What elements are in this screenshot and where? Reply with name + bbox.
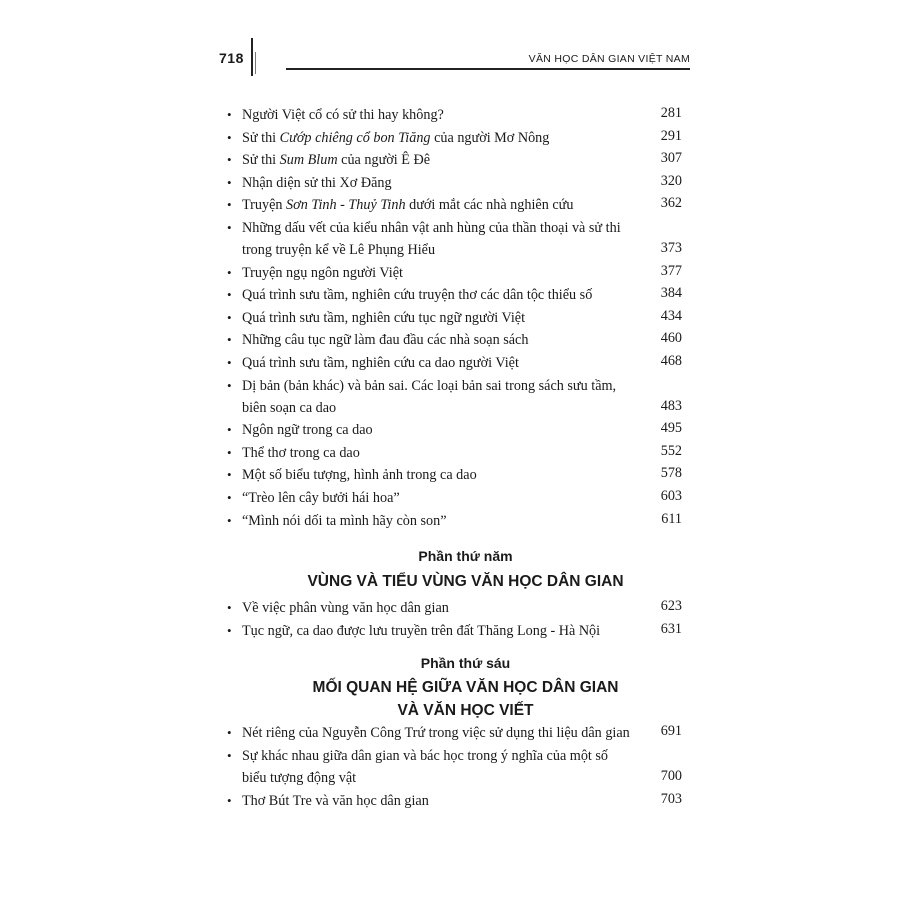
toc-entry-title: Một số biểu tượng, hình ảnh trong ca dao bbox=[242, 467, 477, 484]
toc-entry-title: Những dấu vết của kiểu nhân vật anh hùng của thần thoại và sử thi bbox=[242, 220, 621, 236]
bullet-icon: • bbox=[227, 152, 232, 168]
page-number: 718 bbox=[219, 50, 244, 66]
toc-entry-title: Truyện ngụ ngôn người Việt bbox=[242, 264, 403, 281]
toc-entry-title: Người Việt cổ có sử thi hay không? bbox=[242, 107, 444, 123]
toc-entry-title: biên soạn ca dao bbox=[242, 399, 337, 416]
toc-entry-title: Những câu tục ngữ làm đau đầu các nhà soạn sách bbox=[242, 332, 529, 349]
bullet-icon: • bbox=[227, 174, 232, 190]
toc-entry-page: 281 bbox=[660, 105, 682, 121]
bullet-icon: • bbox=[227, 623, 232, 638]
toc-entry-page: 320 bbox=[660, 172, 682, 189]
bullet-icon: • bbox=[227, 422, 232, 438]
toc-entry-title: Ngôn ngữ trong ca dao bbox=[242, 422, 373, 439]
toc-entry-title: Sự khác nhau giữa dân gian và bác học trong ý nghĩa của một số bbox=[242, 748, 609, 764]
toc-entry-page: 384 bbox=[660, 285, 682, 302]
toc-entry-page: 623 bbox=[660, 598, 682, 614]
bullet-icon: • bbox=[227, 197, 232, 213]
part6-title-line2: VÀ VĂN HỌC VIẾT bbox=[397, 702, 534, 719]
part5-title: VÙNG VÀ TIỂU VÙNG VĂN HỌC DÂN GIAN bbox=[307, 573, 624, 590]
toc-entry-title: “Mình nói dối ta mình hãy còn son” bbox=[242, 512, 447, 529]
bullet-icon: • bbox=[227, 287, 232, 303]
bullet-icon: • bbox=[227, 309, 232, 325]
part6-title-line1: MỐI QUAN HỆ GIỮA VĂN HỌC DÂN GIAN bbox=[312, 679, 619, 696]
toc-entry-page: 603 bbox=[660, 488, 682, 504]
bullet-icon: • bbox=[227, 107, 232, 122]
toc-entry-page: 373 bbox=[660, 240, 682, 256]
bullet-icon: • bbox=[227, 220, 232, 235]
toc-entry-title: Truyện Sơn Tinh - Thuỷ Tinh dưới mắt các nhà nghiên cứu bbox=[242, 197, 574, 214]
toc-entry-page: 307 bbox=[660, 150, 682, 167]
bullet-icon: • bbox=[227, 355, 232, 370]
header-rule bbox=[286, 68, 690, 70]
toc-entry-page: 495 bbox=[660, 420, 682, 437]
toc-entry-page: 434 bbox=[660, 307, 682, 324]
header-divider-line bbox=[251, 38, 253, 76]
toc-entry-page: 552 bbox=[660, 442, 682, 459]
toc-entry-title: Thơ Bút Tre và văn học dân gian bbox=[242, 793, 429, 809]
toc-entry-title: Quá trình sưu tầm, nghiên cứu truyện thơ các dân tộc thiểu số bbox=[242, 287, 593, 304]
bullet-icon: • bbox=[227, 264, 232, 280]
bullet-icon: • bbox=[227, 467, 232, 483]
bullet-icon: • bbox=[227, 444, 232, 460]
bullet-icon: • bbox=[227, 332, 232, 348]
bullet-icon: • bbox=[227, 748, 232, 763]
toc-entry-page: 460 bbox=[660, 330, 682, 347]
toc-entry-title: Nét riêng của Nguyễn Công Trứ trong việc sử dụng thi liệu dân gian bbox=[242, 725, 630, 741]
bullet-icon: • bbox=[227, 793, 232, 808]
toc-entry-title: Tục ngữ, ca dao được lưu truyền trên đất Thăng Long - Hà Nội bbox=[242, 623, 601, 639]
bullet-icon: • bbox=[227, 377, 232, 393]
toc-entry-title: Dị bản (bản khác) và bản sai. Các loại bản sai trong sách sưu tầm, bbox=[242, 377, 617, 394]
toc-entry-page: 691 bbox=[660, 723, 682, 739]
bullet-icon: • bbox=[227, 490, 232, 505]
toc-entry-title: Về việc phân vùng văn học dân gian bbox=[242, 600, 449, 616]
toc-entry-title: trong truyện kể về Lê Phụng Hiểu bbox=[242, 242, 436, 258]
toc-entry-title: Sử thi Cướp chiêng cổ bon Tiăng của người Mơ Nông bbox=[242, 129, 550, 146]
toc-entry-page: 703 bbox=[660, 791, 682, 807]
bullet-icon: • bbox=[227, 512, 232, 528]
part5-subtitle: Phần thứ năm bbox=[418, 548, 513, 564]
toc-entry-title: Thể thơ trong ca dao bbox=[242, 444, 360, 461]
toc-entry-title: Quá trình sưu tầm, nghiên cứu tục ngữ người Việt bbox=[242, 309, 526, 326]
bullet-icon: • bbox=[227, 129, 232, 145]
toc-entry-page: 377 bbox=[660, 262, 682, 279]
toc-entry-title: “Trèo lên cây bưởi hái hoa” bbox=[242, 490, 400, 506]
header-divider-line-thin bbox=[255, 52, 256, 74]
toc-entry-title: Sử thi Sum Blum của người Ê Đê bbox=[242, 152, 430, 169]
toc-entry-page: 291 bbox=[660, 127, 682, 144]
toc-entry-page: 611 bbox=[661, 510, 682, 527]
bullet-icon: • bbox=[227, 600, 232, 615]
toc-entry-title: biểu tượng động vật bbox=[242, 770, 357, 786]
toc-entry-page: 483 bbox=[660, 397, 682, 414]
toc-entry-page: 578 bbox=[660, 465, 682, 482]
toc-entry-page: 362 bbox=[660, 195, 682, 212]
bullet-icon: • bbox=[227, 725, 232, 740]
toc-entry-title: Nhận diện sử thi Xơ Đăng bbox=[242, 174, 392, 191]
part6-subtitle: Phần thứ sáu bbox=[420, 655, 511, 671]
running-title: VĂN HỌC DÂN GIAN VIỆT NAM bbox=[528, 53, 690, 65]
toc-entry-page: 468 bbox=[660, 353, 682, 369]
toc-entry-page: 700 bbox=[660, 768, 682, 784]
toc-entry-title: Quá trình sưu tầm, nghiên cứu ca dao người Việt bbox=[242, 355, 519, 371]
toc-entry-page: 631 bbox=[660, 621, 682, 637]
